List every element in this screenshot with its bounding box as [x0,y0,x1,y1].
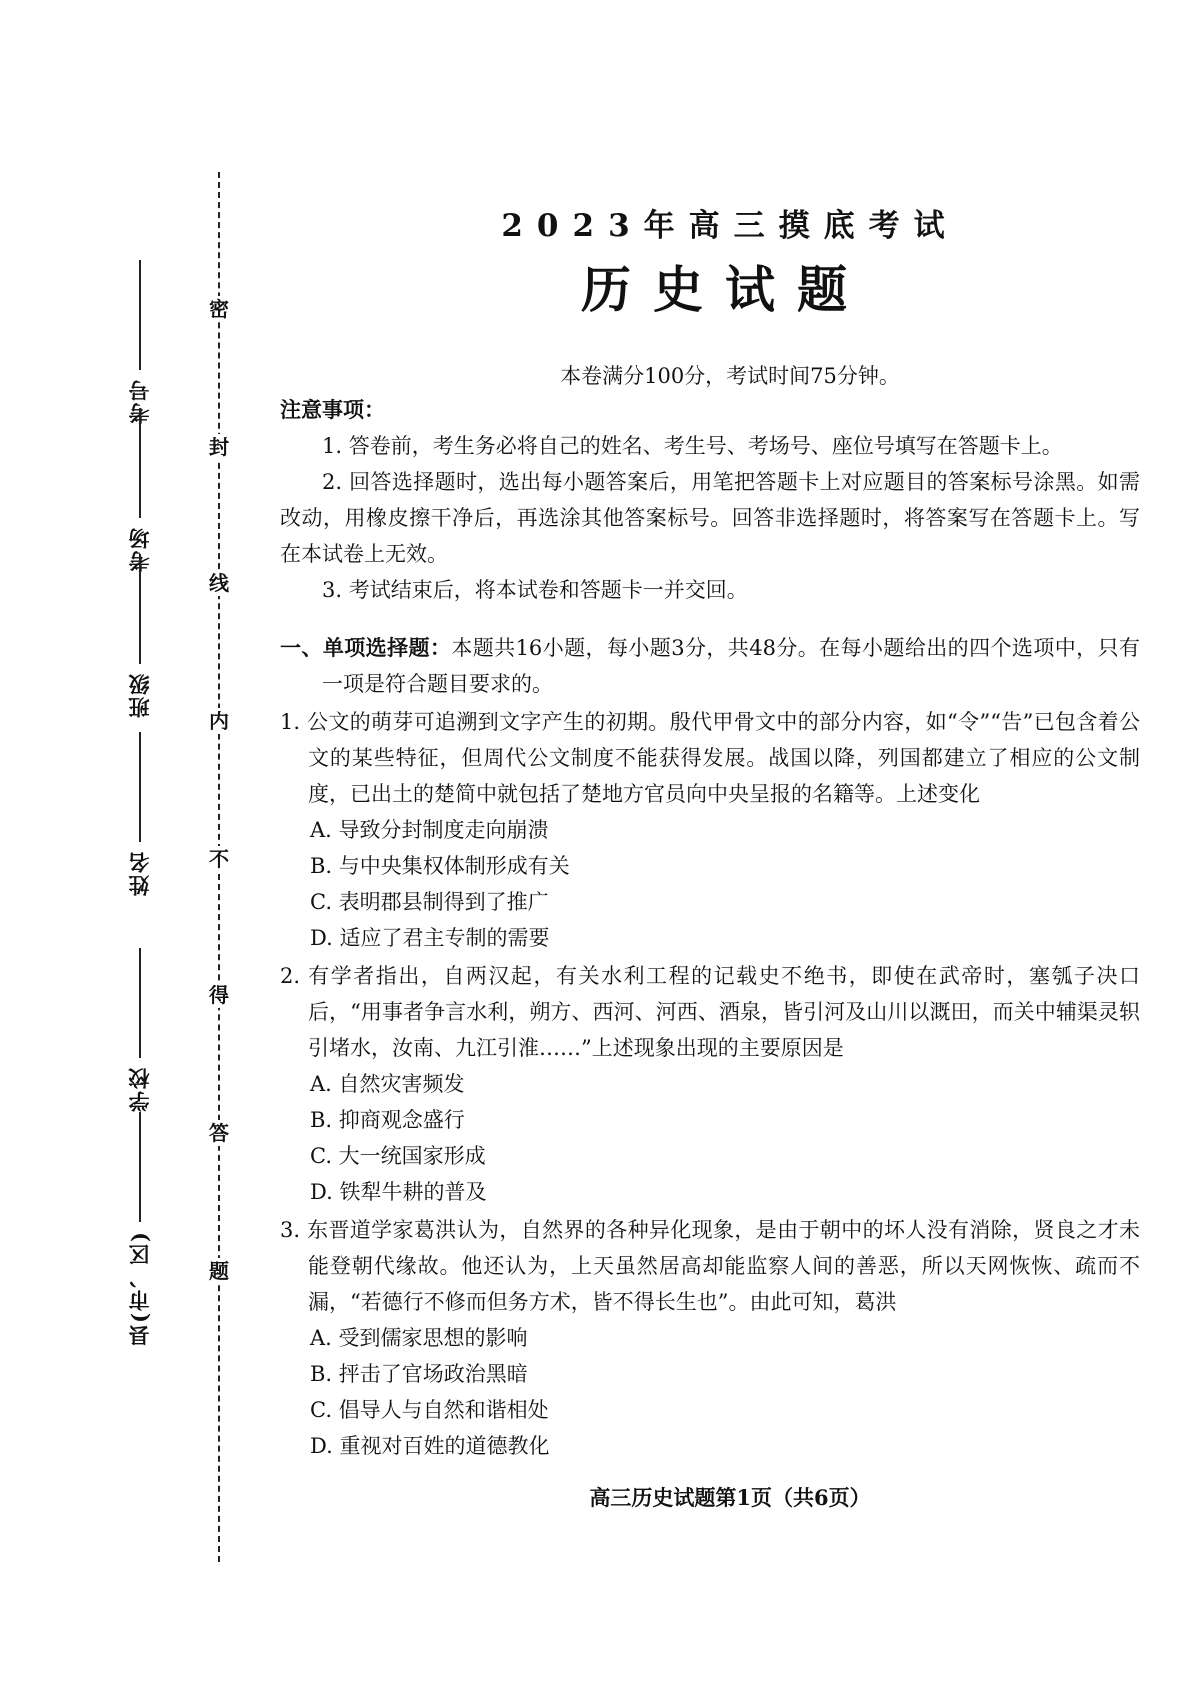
field-class[interactable] [120,554,160,718]
field-county[interactable] [120,1112,160,1346]
option-c[interactable]: C. 倡导人与自然和谐相处 [310,1398,549,1422]
question-stem: 1. 公文的萌芽可追溯到文字产生的初期。殷代甲骨文中的部分内容，如“令”“告”已包含着公文的某些特征，但周代公文制度不能获得发展。战国以降，列国都建立了相应的公文制度，已出土的楚简中就包括了楚地方官员向中央呈报的名籍等。上述变化 [280,710,1140,806]
field-school[interactable] [120,948,160,1112]
note-item: 3. 考试结束后，将本试卷和答题卡一并交回。 [322,578,748,602]
field-underline [139,732,141,842]
question-stem: 3. 东晋道学家葛洪认为，自然界的各种异化现象，是由于朝中的坏人没有消除，贤良之才未能登朝代缘故。他还认为，上天虽然居高却能监察人间的善恶，所以天网恢恢、疏而不漏，“若德行不修而但务方术，皆不得长生也”。由此可知，葛洪 [280,1218,1140,1314]
seal-char-bu: 不 [206,846,232,872]
seal-char-da: 答 [206,1120,232,1146]
option-a[interactable]: A. 导致分封制度走向崩溃 [310,818,549,842]
note-item: 2. 回答选择题时，选出每小题答案后，用笔把答题卡上对应题目的答案标号涂黑。如需改动，用橡皮擦干净后，再选涂其他答案标号。回答非选择题时，将答案写在答题卡上。写在本试卷上无效。 [280,470,1140,566]
option-d[interactable]: D. 重视对百姓的道德教化 [310,1434,550,1458]
seal-char-xian: 线 [206,570,232,596]
seal-char-de: 得 [206,982,232,1008]
page-footer: 高三历史试题第1页（共6页） [589,1485,871,1510]
field-label: 县(市、区) [127,1230,152,1346]
section-heading [280,630,1140,702]
seal-char-mi: 密 [206,296,232,322]
section-text: 本题共16小题，每小题3分，共48分。在每小题给出的四个选项中，只有一项是符合题目要求的。 [322,636,1140,696]
seal-char-feng: 封 [206,434,232,460]
option-b[interactable]: B. 抑商观念盛行 [310,1108,465,1132]
option-d[interactable]: D. 适应了君主专制的需要 [310,926,550,950]
field-underline [139,554,141,664]
field-label: 学校 [127,1066,152,1112]
notes-title: 注意事项： [280,397,385,422]
option-b[interactable]: B. 与中央集权体制形成有关 [310,854,570,878]
note-item: 1. 答卷前，考生务必将自己的姓名、考生号、考场号、座位号填写在答题卡上。 [322,434,1063,458]
exam-content [280,392,1140,1464]
section-label: 一、单项选择题： [280,635,452,660]
field-underline [139,948,141,1058]
question-stem: 2. 有学者指出，自两汉起，有关水利工程的记载史不绝书，即使在武帝时，塞瓠子决口后，“用事者争言水利，朔方、西河、河西、酒泉，皆引河及山川以溉田，而关中辅渠灵轵引堵水，汝南、九江引淮……”上述现象出现的主要原因是 [280,964,1140,1060]
option-c[interactable]: C. 大一统国家形成 [310,1144,486,1168]
seal-char-ti: 题 [206,1258,232,1284]
option-b[interactable]: B. 抨击了官场政治黑暗 [310,1362,528,1386]
field-underline [139,408,141,518]
option-c[interactable]: C. 表明郡县制得到了推广 [310,890,549,914]
score-line: 本卷满分100分，考试时间75分钟。 [560,364,900,388]
field-label: 姓名 [127,850,152,896]
field-label: 考场 [127,526,152,572]
field-underline [139,1112,141,1222]
field-exam-room[interactable] [120,408,160,572]
option-a[interactable]: A. 自然灾害频发 [310,1072,465,1096]
seal-char-nei: 内 [206,708,232,734]
option-d[interactable]: D. 铁犁牛耕的普及 [310,1180,487,1204]
field-name[interactable] [120,732,160,896]
field-label: 考号 [127,378,152,424]
field-label: 班级 [127,672,152,718]
option-a[interactable]: A. 受到儒家思想的影响 [310,1326,528,1350]
subject-title: 历史试题 [581,260,869,319]
exam-name: 2023年高三摸底考试 [501,208,959,244]
